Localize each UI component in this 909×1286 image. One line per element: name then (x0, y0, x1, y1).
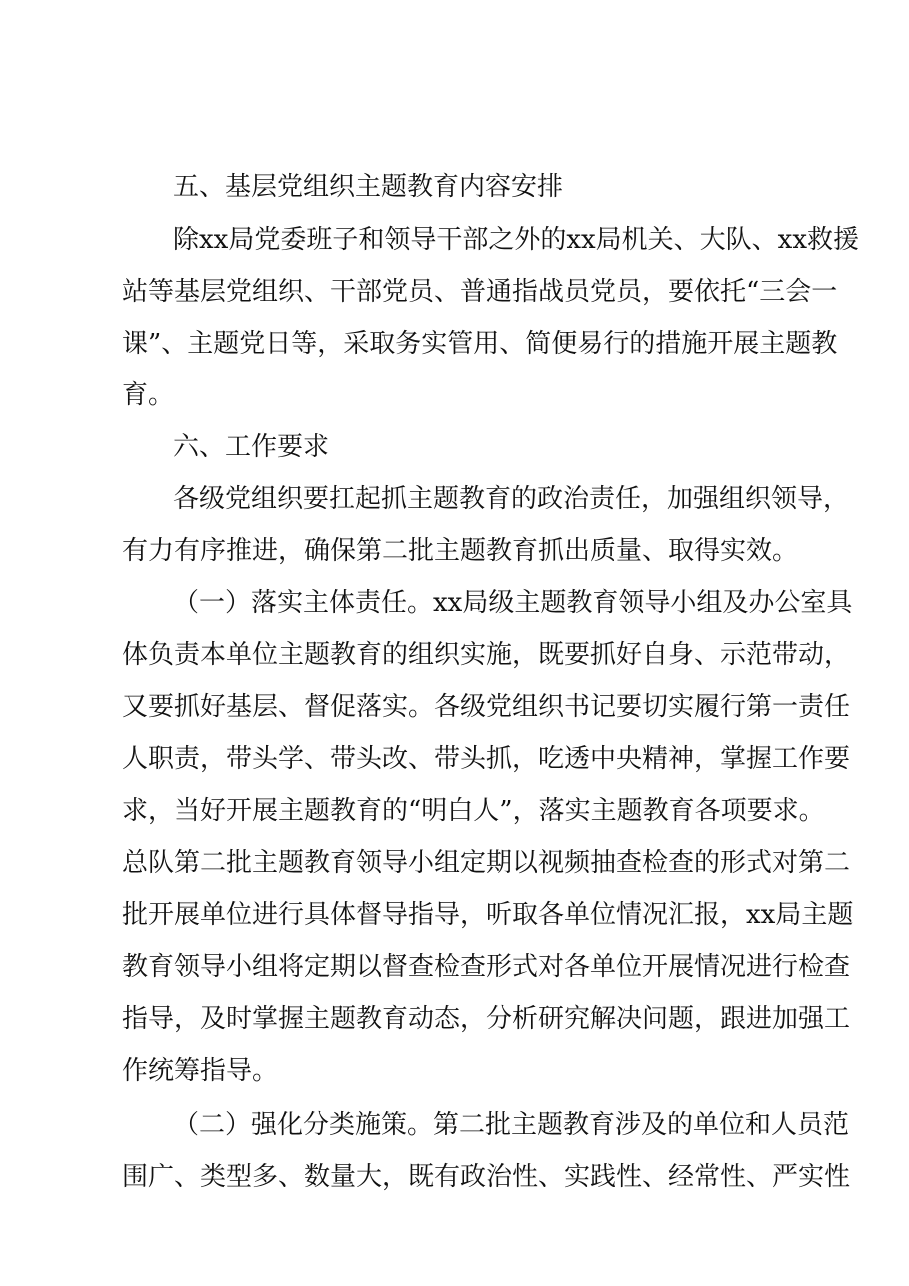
paragraph-line: 除xx局党委班子和领导干部之外的xx局机关、大队、xx救援 (173, 225, 859, 255)
paragraph-line: 指导，及时掌握主题教育动态，分析研究解决问题，跟进加强工 (122, 1004, 851, 1034)
paragraph-line: 总队第二批主题教育领导小组定期以视频抽查检查的形式对第二 (122, 848, 851, 878)
paragraph-line: 育。 (122, 380, 175, 410)
paragraph-line: 各级党组织要扛起抓主题教育的政治责任，加强组织领导， (173, 484, 850, 514)
paragraph-line: 站等基层党组织、干部党员、普通指战员党员，要依托“三会一 (122, 277, 838, 307)
paragraph-line: 求，当好开展主题教育的“明白人”，落实主题教育各项要求。 (122, 796, 825, 826)
paragraph-line: 体负责本单位主题教育的组织实施，既要抓好自身、示范带动， (122, 640, 851, 670)
paragraph-line: 批开展单位进行具体督导指导，听取各单位情况汇报，xx局主题 (122, 900, 854, 930)
paragraph-line: 教育领导小组将定期以督查检查形式对各单位开展情况进行检查 (122, 952, 851, 982)
section-heading-five: 五、基层党组织主题教育内容安排 (173, 172, 564, 202)
section-heading-six: 六、工作要求 (173, 432, 330, 462)
paragraph-line: 围广、类型多、数量大，既有政治性、实践性、经常性、严实性 (122, 1162, 851, 1192)
paragraph-line: （一）落实主体责任。xx局级主题教育领导小组及办公室具 (173, 588, 853, 618)
paragraph-line: 又要抓好基层、督促落实。各级党组织书记要切实履行第一责任 (122, 692, 851, 722)
paragraph-line: （二）强化分类施策。第二批主题教育涉及的单位和人员范 (173, 1110, 850, 1140)
paragraph-line: 课”、主题党日等，采取务实管用、简便易行的措施开展主题教 (122, 329, 838, 359)
paragraph-line: 作统筹指导。 (122, 1056, 279, 1086)
paragraph-line: 人职责，带头学、带头改、带头抓，吃透中央精神，掌握工作要 (122, 744, 851, 774)
paragraph-line: 有力有序推进，确保第二批主题教育抓出质量、取得实效。 (122, 536, 799, 566)
